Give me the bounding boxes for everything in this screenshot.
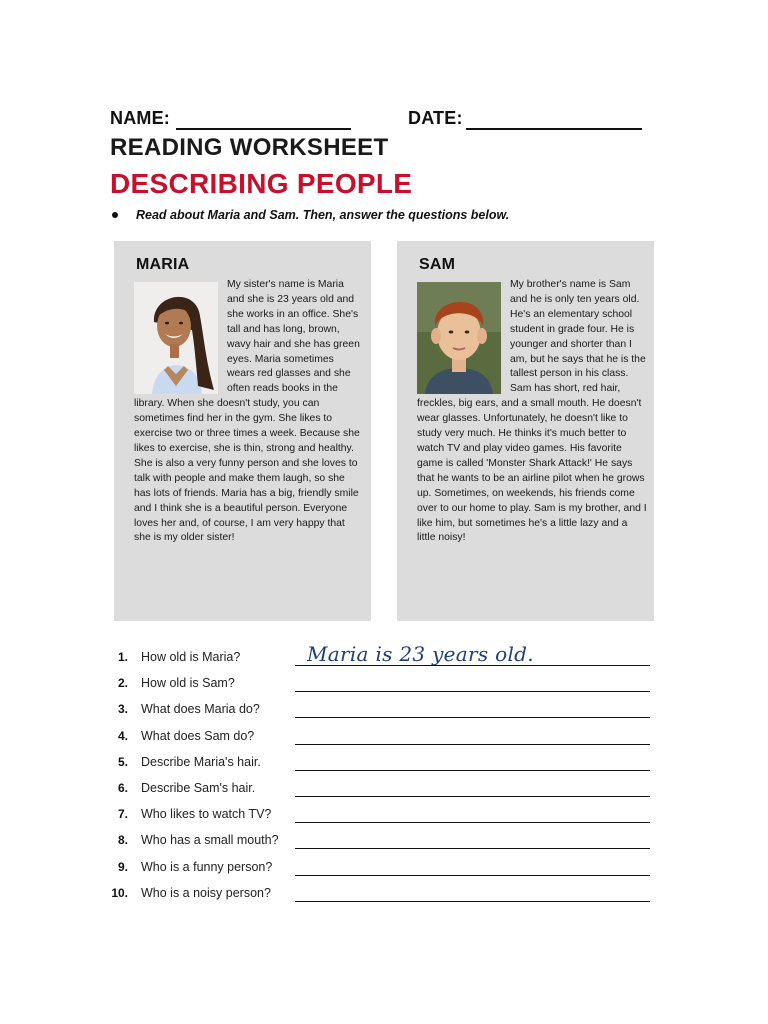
date-label: DATE: — [408, 108, 463, 128]
answer-line[interactable] — [295, 848, 650, 849]
question-text: How old is Sam? — [141, 676, 235, 691]
maria-passage-text: My sister's name is Maria and she is 23 years old and she works in an office. She's tall and has long, brown, wavy hair and she has green eyes. Maria sometimes wears red glasses and she often reads books in the library. When she doesn't study, you can sometimes find her in the gym. She likes to exercise two or three times a week. Because she likes to exercise, she is thin, strong and healthy. She is also a very funny person and she loves to talk with people and make them laugh, so she has lots of friends. Maria has a big, friendly smile and I think she is a beautiful person. Everyone loves her and, of course, I am very happy that she is my older sister! — [134, 279, 360, 544]
worksheet-header — [110, 108, 650, 134]
question-number: 9. — [117, 859, 128, 874]
question-row — [110, 699, 655, 725]
question-text: Who likes to watch TV? — [141, 807, 272, 822]
question-text: Who is a funny person? — [141, 859, 273, 874]
questions-list — [110, 642, 655, 909]
question-number: 5. — [117, 754, 128, 769]
question-row — [110, 804, 655, 830]
question-row — [110, 830, 655, 856]
question-row — [110, 752, 655, 778]
maria-passage-panel — [114, 241, 371, 621]
name-label: NAME: — [110, 108, 170, 128]
question-text: Describe Maria's hair. — [141, 754, 261, 769]
question-number: 4. — [117, 728, 128, 743]
date-blank-line[interactable] — [466, 128, 642, 130]
question-text: What does Maria do? — [141, 702, 260, 717]
answer-line[interactable] — [295, 796, 650, 797]
instruction-text: Read about Maria and Sam. Then, answer the questions below. — [136, 208, 510, 222]
answer-line[interactable] — [295, 875, 650, 876]
sam-passage-title: SAM — [419, 256, 456, 273]
bullet-icon — [112, 212, 118, 218]
name-blank-line[interactable] — [176, 128, 351, 130]
answer-line[interactable] — [295, 901, 650, 902]
question-text: What does Sam do? — [141, 728, 255, 743]
question-row — [110, 883, 655, 909]
answer-line[interactable] — [295, 691, 650, 692]
question-row — [110, 726, 655, 752]
question-row — [110, 778, 655, 804]
answer-line[interactable] — [295, 770, 650, 771]
question-text: Who has a small mouth? — [141, 833, 279, 848]
sam-passage-panel — [397, 241, 654, 621]
answer-line[interactable] — [295, 744, 650, 745]
question-text: Describe Sam's hair. — [141, 780, 256, 795]
instruction-line — [110, 208, 509, 222]
question-number: 7. — [117, 807, 128, 822]
worksheet-subtitle: READING WORKSHEET — [110, 134, 389, 161]
question-number: 3. — [117, 702, 128, 717]
worksheet-title: DESCRIBING PEOPLE — [110, 168, 413, 199]
answer-line[interactable] — [295, 822, 650, 823]
question-number: 2. — [117, 676, 128, 691]
question-text: Who is a noisy person? — [141, 885, 271, 900]
maria-passage-title: MARIA — [136, 256, 190, 273]
question-row — [110, 857, 655, 883]
question-number: 10. — [111, 885, 128, 900]
handwritten-answer: Maria is 23 years old. — [307, 642, 534, 666]
question-text: How old is Maria? — [141, 650, 241, 664]
answer-line[interactable] — [295, 717, 650, 718]
sam-passage-text: My brother's name is Sam and he is only ten years old. He's an elementary school student in grade four. He is younger and shorter than I am, but he says that he is the tallest person in his class. Sam has short, red hair, freckles, big ears, and a small mouth. He doesn't wear glasses. Unfortunately, he doesn't like to study very much. He thinks it's much better to watch TV and play video games. His favorite game is called 'Monster Shark Attack!' He says that he wants to be an airline pilot when he grows up. Sometimes, on weekends, his friends come over to our home to play. Sam is my brother, and I like him, but sometimes he's a little lazy and a little noisy! — [417, 279, 647, 544]
question-row — [110, 673, 655, 699]
question-row — [110, 642, 655, 673]
question-number: 6. — [117, 780, 128, 795]
question-number: 8. — [117, 833, 128, 848]
question-number: 1. — [117, 650, 128, 664]
